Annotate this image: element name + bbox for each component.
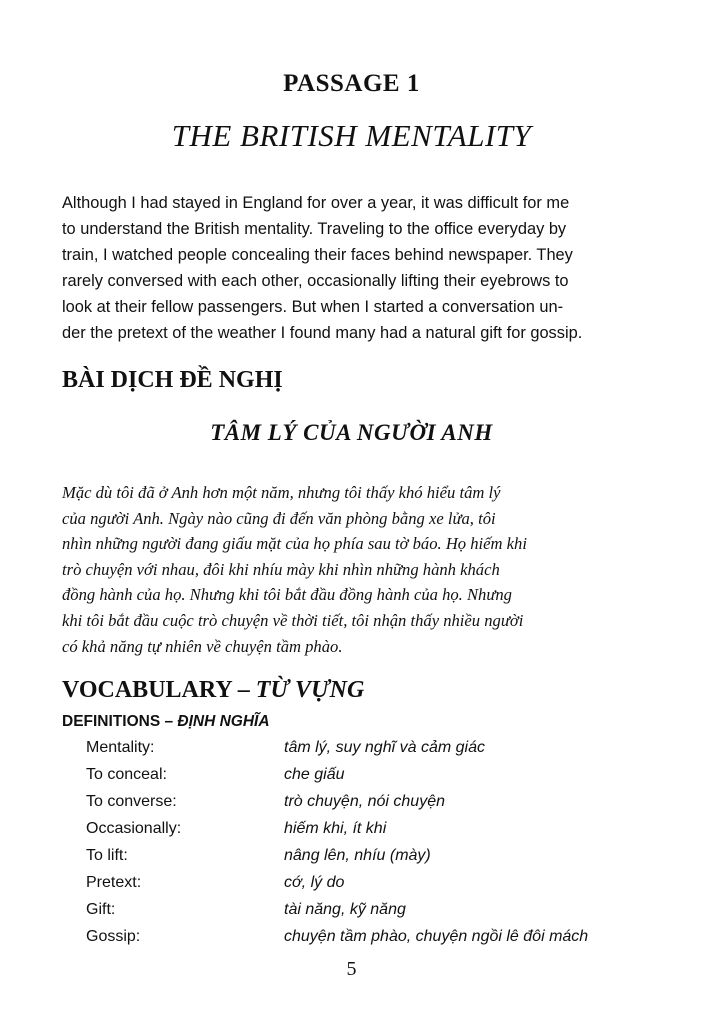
translation-heading: BÀI DỊCH ĐỀ NGHỊ	[62, 367, 283, 393]
vocabulary-row	[86, 793, 676, 820]
vocabulary-definition: chuyện tầm phào, chuyện ngồi lê đôi mách	[284, 928, 589, 945]
english-line: Although I had stayed in England for over a year, it was difficult for me	[62, 194, 570, 212]
vocabulary-term: Gift:	[86, 901, 116, 918]
vocabulary-term: Occasionally:	[86, 820, 182, 837]
vocabulary-definition: tâm lý, suy nghĩ và cảm giác	[284, 739, 485, 756]
definitions-subheading-main: DEFINITIONS –	[62, 713, 178, 730]
vocabulary-row	[86, 766, 676, 793]
translation-line: đồng hành của họ. Nhưng khi tôi bắt đầu đồng hành của họ. Nhưng	[62, 585, 512, 605]
translation-line: nhìn những người đang giấu mặt của họ phía sau tờ báo. Họ hiếm khi	[62, 534, 527, 554]
vocabulary-term: To converse:	[86, 793, 177, 810]
translation-line: có khả năng tự nhiên về chuyện tầm phào.	[62, 636, 343, 656]
passage-subtitle: THE BRITISH MENTALITY	[171, 118, 532, 153]
english-line: to understand the British mentality. Traveling to the office everyday by	[62, 220, 567, 238]
vocabulary-row	[86, 820, 676, 847]
translation-line: khi tôi bắt đầu cuộc trò chuyện về thời tiết, tôi nhận thấy nhiều người	[62, 610, 524, 630]
vocabulary-heading-main: VOCABULARY –	[62, 677, 256, 703]
vocabulary-definition: tài năng, kỹ năng	[284, 901, 406, 918]
english-line: rarely conversed with each other, occasionally lifting their eyebrows to	[62, 272, 569, 290]
translation-passage	[62, 480, 662, 659]
vocabulary-definition: cớ, lý do	[284, 874, 345, 891]
definitions-subheading	[62, 713, 270, 731]
english-line: der the pretext of the weather I found many had a natural gift for gossip.	[62, 324, 583, 342]
vocabulary-term: Gossip:	[86, 928, 141, 945]
vocabulary-row	[86, 928, 676, 955]
vocabulary-row	[86, 901, 676, 928]
vocabulary-list	[86, 739, 676, 955]
passage-title: PASSAGE 1	[283, 70, 420, 97]
translation-line: của người Anh. Ngày nào cũng đi đến văn phòng bằng xe lửa, tôi	[62, 508, 496, 528]
vocabulary-definition: che giấu	[284, 766, 345, 783]
vocabulary-term: Pretext:	[86, 874, 142, 891]
vocabulary-heading-vn: TỪ VỰNG	[255, 677, 365, 703]
translation-title: TÂM LÝ CỦA NGƯỜI ANH	[210, 420, 493, 445]
english-line: train, I watched people concealing their faces behind newspaper. They	[62, 246, 573, 264]
vocabulary-row	[86, 847, 676, 874]
page-number: 5	[346, 958, 357, 980]
vocabulary-definition: hiếm khi, ít khi	[284, 820, 387, 837]
translation-line: trò chuyện với nhau, đôi khi nhíu mày khi nhìn những hành khách	[62, 559, 500, 579]
vocabulary-term: Mentality:	[86, 739, 155, 756]
vocabulary-row	[86, 874, 676, 901]
vocabulary-row	[86, 739, 676, 766]
definitions-subheading-vn: ĐỊNH NGHĨA	[177, 713, 270, 730]
english-line: look at their fellow passengers. But when I started a conversation un-	[62, 298, 564, 316]
vocabulary-heading	[62, 677, 364, 704]
vocabulary-definition: nâng lên, nhíu (mày)	[284, 847, 431, 864]
vocabulary-definition: trò chuyện, nói chuyện	[284, 793, 445, 810]
vocabulary-term: To conceal:	[86, 766, 167, 783]
vocabulary-term: To lift:	[86, 847, 128, 864]
translation-line: Mặc dù tôi đã ở Anh hơn một năm, nhưng tôi thấy khó hiểu tâm lý	[62, 483, 501, 502]
english-passage	[62, 190, 662, 346]
